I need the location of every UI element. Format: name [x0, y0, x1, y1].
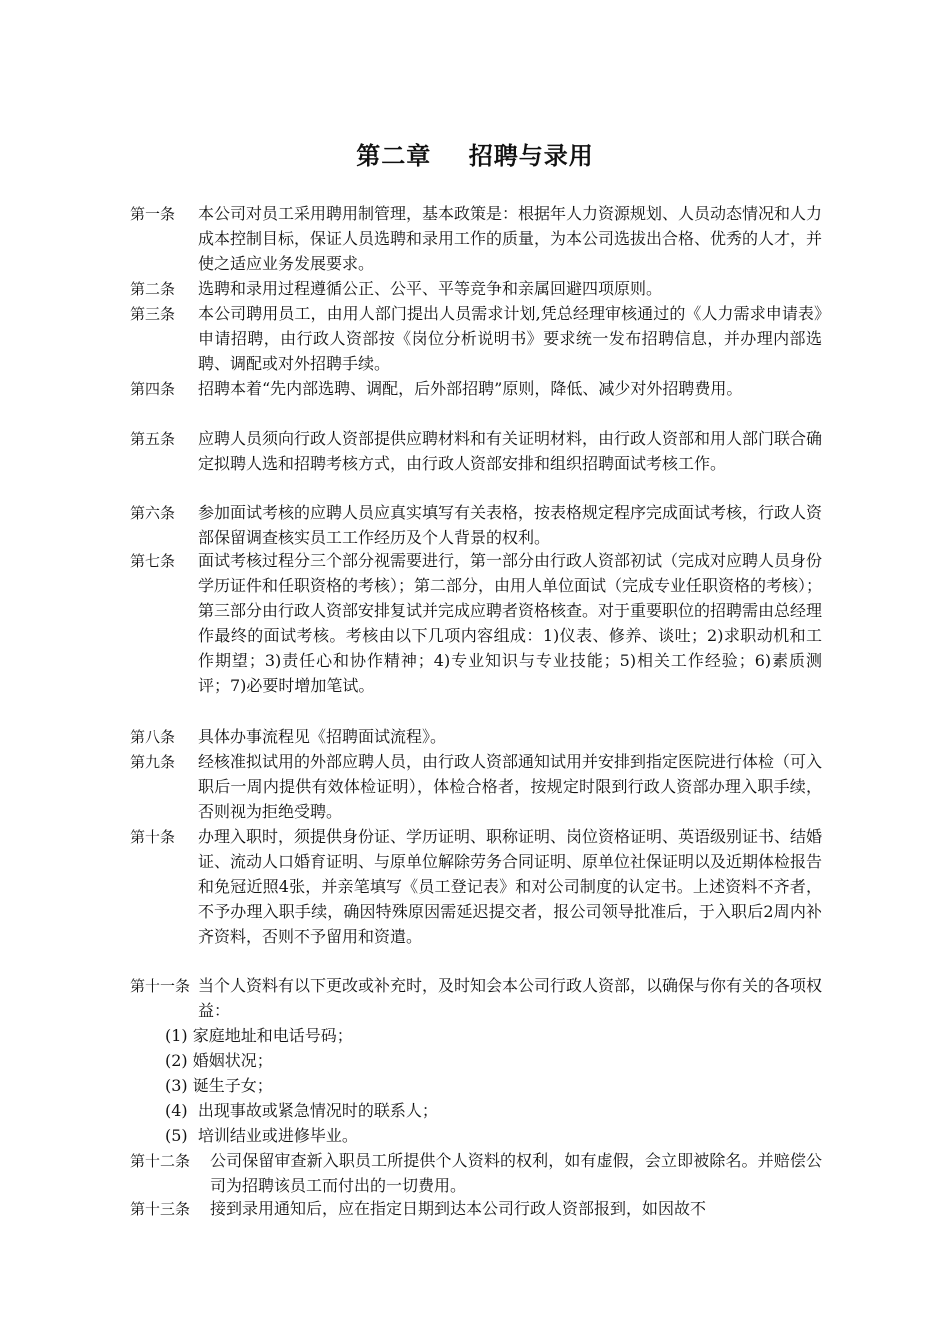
list-item: (4) 出现事故或紧急情况时的联系人；	[165, 1101, 438, 1120]
chapter-title: 第二章 招聘与录用	[356, 142, 594, 170]
list-item: (5) 培训结业或进修毕业。	[165, 1126, 358, 1145]
article-label: 第十二条	[130, 1152, 191, 1170]
article-4	[130, 376, 830, 401]
article-8	[130, 724, 830, 749]
article-label: 第二条	[130, 280, 176, 298]
article-label: 第十三条	[130, 1200, 191, 1218]
article-label: 第三条	[130, 305, 176, 323]
article-text: 面试考核过程分三个部分视需要进行，第一部分由行政人资部初试（完成对应聘人员身份学历证件和任职资格的考核）；第二部分，由用人单位面试（完成专业任职资格的考核）；第三部分由行政人资部安排复试并完成应聘者资格核查。对于重要职位的招聘需由总经理作最终的面试考核。考核由以下几项内容组成：1)仪表、修养、谈吐；2)求职动机和工作期望；3)责任心和协作精神；4)专业知识与专业技能；5)相关工作经验；6)素质测评；7)必要时增加笔试。	[198, 551, 823, 695]
article-3	[130, 301, 830, 376]
article-label: 第十条	[130, 828, 176, 846]
article-label: 第四条	[130, 380, 176, 398]
article-label: 第六条	[130, 504, 176, 522]
article-9	[130, 749, 830, 824]
article-text: 参加面试考核的应聘人员应真实填写有关表格，按表格规定程序完成面试考核，行政人资部保留调查核实员工工作经历及个人背景的权利。	[198, 503, 823, 547]
article-1	[130, 201, 830, 276]
article-text: 当个人资料有以下更改或补充时，及时知会本公司行政人资部，以确保与你有关的各项权益：	[198, 976, 823, 1020]
article-text: 本公司聘用员工，由用人部门提出人员需求计划,凭总经理审核通过的《人力需求申请表》申请招聘，由行政人资部按《岗位分析说明书》要求统一发布招聘信息，并办理内部选聘、调配或对外招聘手续。	[198, 304, 822, 373]
list-item: (1) 家庭地址和电话号码；	[165, 1026, 353, 1045]
article-text: 办理入职时，须提供身份证、学历证明、职称证明、岗位资格证明、英语级别证书、结婚证、流动人口婚育证明、与原单位解除劳务合同证明、原单位社保证明以及近期体检报告和免冠近照4张，并亲笔填写《员工登记表》和对公司制度的认定书。上述资料不齐者，不予办理入职手续，确因特殊原因需延迟提交者，报公司领导批准后，于入职后2周内补齐资料，否则不予留用和资遣。	[198, 827, 823, 946]
list-item: (3) 诞生子女；	[165, 1076, 273, 1095]
article-text: 招聘本着“先内部选聘、调配，后外部招聘”原则，降低、减少对外招聘费用。	[198, 379, 743, 398]
article-text: 接到录用通知后，应在指定日期到达本公司行政人资部报到，如因故不	[210, 1199, 707, 1218]
article-5	[130, 426, 830, 476]
article-label: 第五条	[130, 430, 176, 448]
article-text: 经核准拟试用的外部应聘人员，由行政人资部通知试用并安排到指定医院进行体检（可入职后一周内提供有效体检证明），体检合格者，按规定时限到行政人资部办理入职手续，否则视为拒绝受聘。	[198, 752, 823, 821]
article-7	[130, 548, 830, 698]
article-label: 第七条	[130, 552, 176, 570]
article-10	[130, 824, 830, 949]
article-text: 选聘和录用过程遵循公正、公平、平等竞争和亲属回避四项原则。	[198, 279, 663, 298]
article-11	[130, 973, 830, 1023]
article-label: 第九条	[130, 753, 176, 771]
list-item: (2) 婚姻状况；	[165, 1051, 273, 1070]
article-text: 应聘人员须向行政人资部提供应聘材料和有关证明材料，由行政人资部和用人部门联合确定拟聘人选和招聘考核方式，由行政人资部安排和组织招聘面试考核工作。	[198, 429, 823, 473]
article-12	[130, 1148, 830, 1198]
article-2	[130, 276, 830, 301]
article-label: 第八条	[130, 728, 176, 746]
article-text: 具体办事流程见《招聘面试流程》。	[198, 727, 447, 746]
article-text: 公司保留审查新入职员工所提供个人资料的权利，如有虚假，会立即被除名。并赔偿公司为招聘该员工而付出的一切费用。	[210, 1151, 822, 1195]
article-label: 第十一条	[130, 977, 191, 995]
article-6	[130, 500, 830, 550]
article-label: 第一条	[130, 205, 176, 223]
article-13	[130, 1196, 830, 1221]
article-text: 本公司对员工采用聘用制管理，基本政策是：根据年人力资源规划、人员动态情况和人力成本控制目标，保证人员选聘和录用工作的质量，为本公司选拔出合格、优秀的人才，并使之适应业务发展要求。	[198, 204, 823, 273]
